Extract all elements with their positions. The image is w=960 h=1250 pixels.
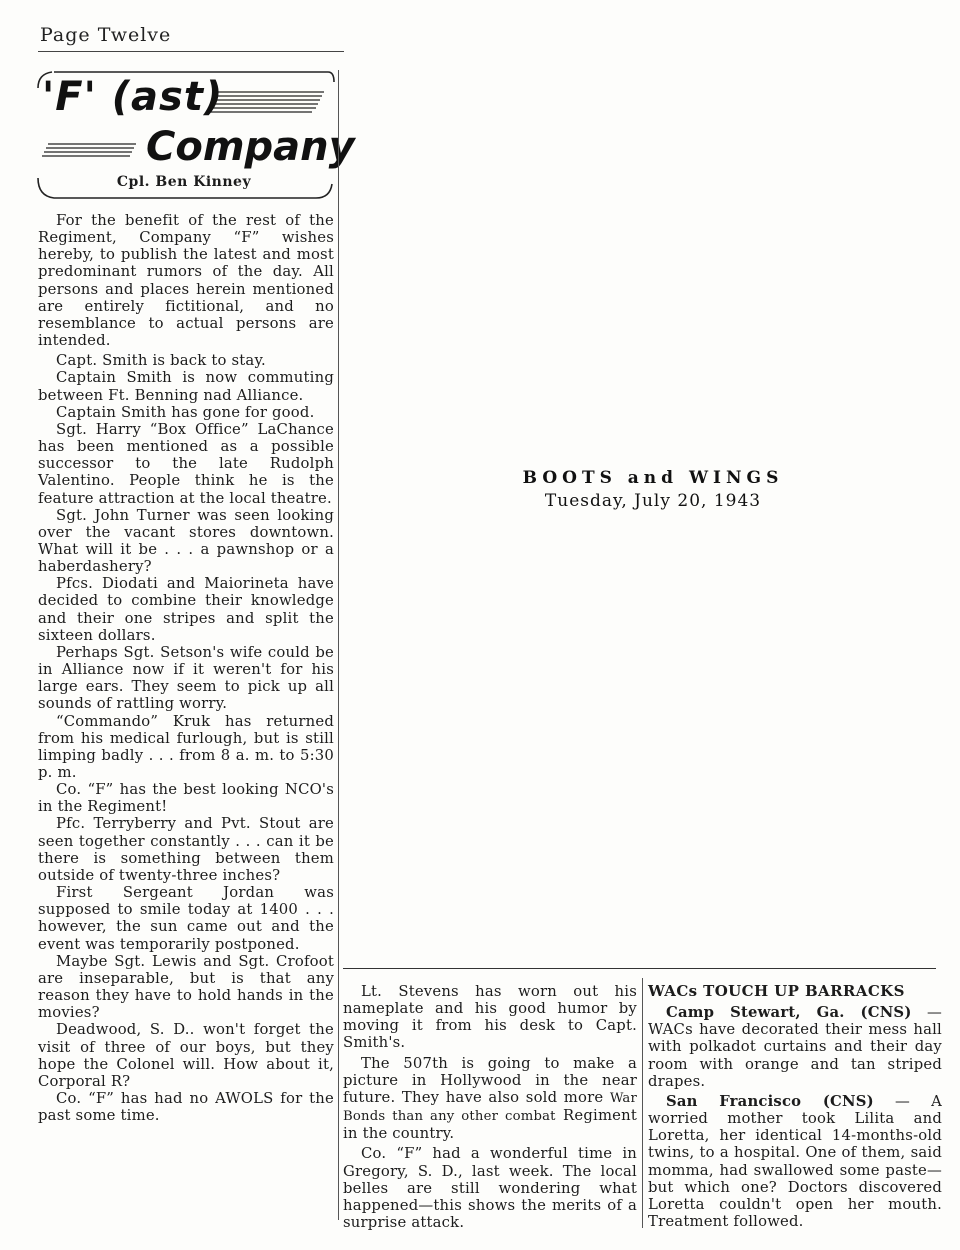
rumors-column — [38, 212, 334, 1124]
paragraph-text: The 507th is going to make a picture in Hollywood in the near future. They have also sold more — [343, 1054, 637, 1106]
paragraph: First Sergeant Jordan was supposed to smile today at 1400 . . . however, the sun came out and the event was temporarily postponed. — [38, 884, 334, 953]
issue-date: Tuesday, July 20, 1943 — [544, 491, 762, 511]
paragraph: For the benefit of the rest of the Regiment, Company “F” wishes hereby, to publish the latest and most predominant rumors of the day. All persons and places herein mentioned are entirely fictitional, and no resemblance to actual persons are intended. — [38, 212, 334, 350]
paragraph: Co. “F” had a wonderful time in Gregory, S. D., last week. The local belles are still wondering what happened—this shows the merits of a surprise attack. — [343, 1145, 637, 1232]
paragraph-text: — A worried mother took Lilita and Loretta, her identical 14-months-old twins, to a hospital. One of them, said momma, had swallowed some paste—but which one? Doctors discovered Loretta couldn't open her mouth. Treatment followed. — [648, 1092, 942, 1231]
dateline: San Francisco (CNS) — [666, 1092, 874, 1110]
page-label: Page Twelve — [40, 24, 172, 46]
speed-lines-bottom — [42, 144, 136, 156]
paragraph: Captain Smith is now commuting between Ft. Benning nad Alliance. — [38, 369, 334, 404]
masthead-title-line2: Company — [146, 124, 355, 170]
paragraph: “Commando” Kruk has returned from his medical furlough, but is still limping badly . . . from 8 a. m. to 5:30 p. m. — [38, 712, 334, 781]
section-rule — [343, 968, 936, 969]
newspaper-name: BOOTS and WINGS — [522, 468, 784, 488]
column-divider — [338, 70, 339, 1220]
paragraph: Co. “F” has had no AWOLS for the past some time. — [38, 1089, 334, 1125]
byline: Cpl. Ben Kinney — [116, 174, 252, 190]
paragraph: Perhaps Sgt. Setson's wife could be in Alliance now if it weren't for his large ears. They seem to pick up all sounds of rattling worry. — [38, 643, 334, 713]
dateline: Camp Stewart, Ga. (CNS) — [666, 1004, 912, 1022]
column-masthead — [36, 64, 355, 200]
masthead-title-line1: 'F' (ast) — [42, 74, 224, 120]
paragraph — [648, 1093, 942, 1230]
paragraph — [343, 1055, 637, 1143]
paragraph: Pfc. Terryberry and Pvt. Stout are seen together constantly . . . can it be there is something between them outside of twenty-three inches? — [38, 815, 334, 884]
headline: WACs TOUCH UP BARRACKS — [648, 982, 905, 1000]
paragraph: Sgt. Harry “Box Office” LaChance has been mentioned as a possible successor to the late Rudolph Valentino. People think he is the feature attraction at the local theatre. — [38, 420, 334, 507]
paragraph: Pfcs. Diodati and Maiorineta have decided to combine their knowledge and their one stripes and split the sixteen dollars. — [38, 575, 334, 644]
paragraph: Maybe Sgt. Lewis and Sgt. Crofoot are inseparable, but is that any reason they have to hold hands in the movies? — [38, 952, 334, 1022]
paragraph-text: War Bonds than any other combat — [343, 1090, 637, 1125]
paragraph-text: Regiment in the country. — [343, 1107, 638, 1143]
wac-news-column — [648, 983, 942, 1230]
paragraph: Captain Smith has gone for good. — [56, 403, 315, 421]
newspaper-title-block — [480, 468, 826, 511]
paragraph-text: — WACs have decorated their mess hall with polkadot curtains and their day room with orange and tan striped drapes. — [648, 1004, 942, 1090]
paragraph: Lt. Stevens has worn out his nameplate and his good humor by moving it from his desk to Capt. Smith's. — [343, 983, 637, 1052]
column-continuation — [343, 983, 637, 1231]
header-rule — [38, 51, 344, 52]
paragraph — [648, 1004, 942, 1090]
paragraph: Co. “F” has the best looking NCO's in the Regiment! — [38, 781, 334, 816]
paragraph: Deadwood, S. D.. won't forget the visit of three of our boys, but they hope the Colonel will. How about it, Corporal R? — [38, 1021, 334, 1090]
paragraph: Sgt. John Turner was seen looking over the vacant stores downtown. What will it be . . . a pawnshop or a haberdashery? — [38, 506, 334, 576]
paragraph: Capt. Smith is back to stay. — [56, 352, 266, 370]
speed-lines-top — [208, 92, 324, 112]
column-divider — [642, 978, 643, 1228]
